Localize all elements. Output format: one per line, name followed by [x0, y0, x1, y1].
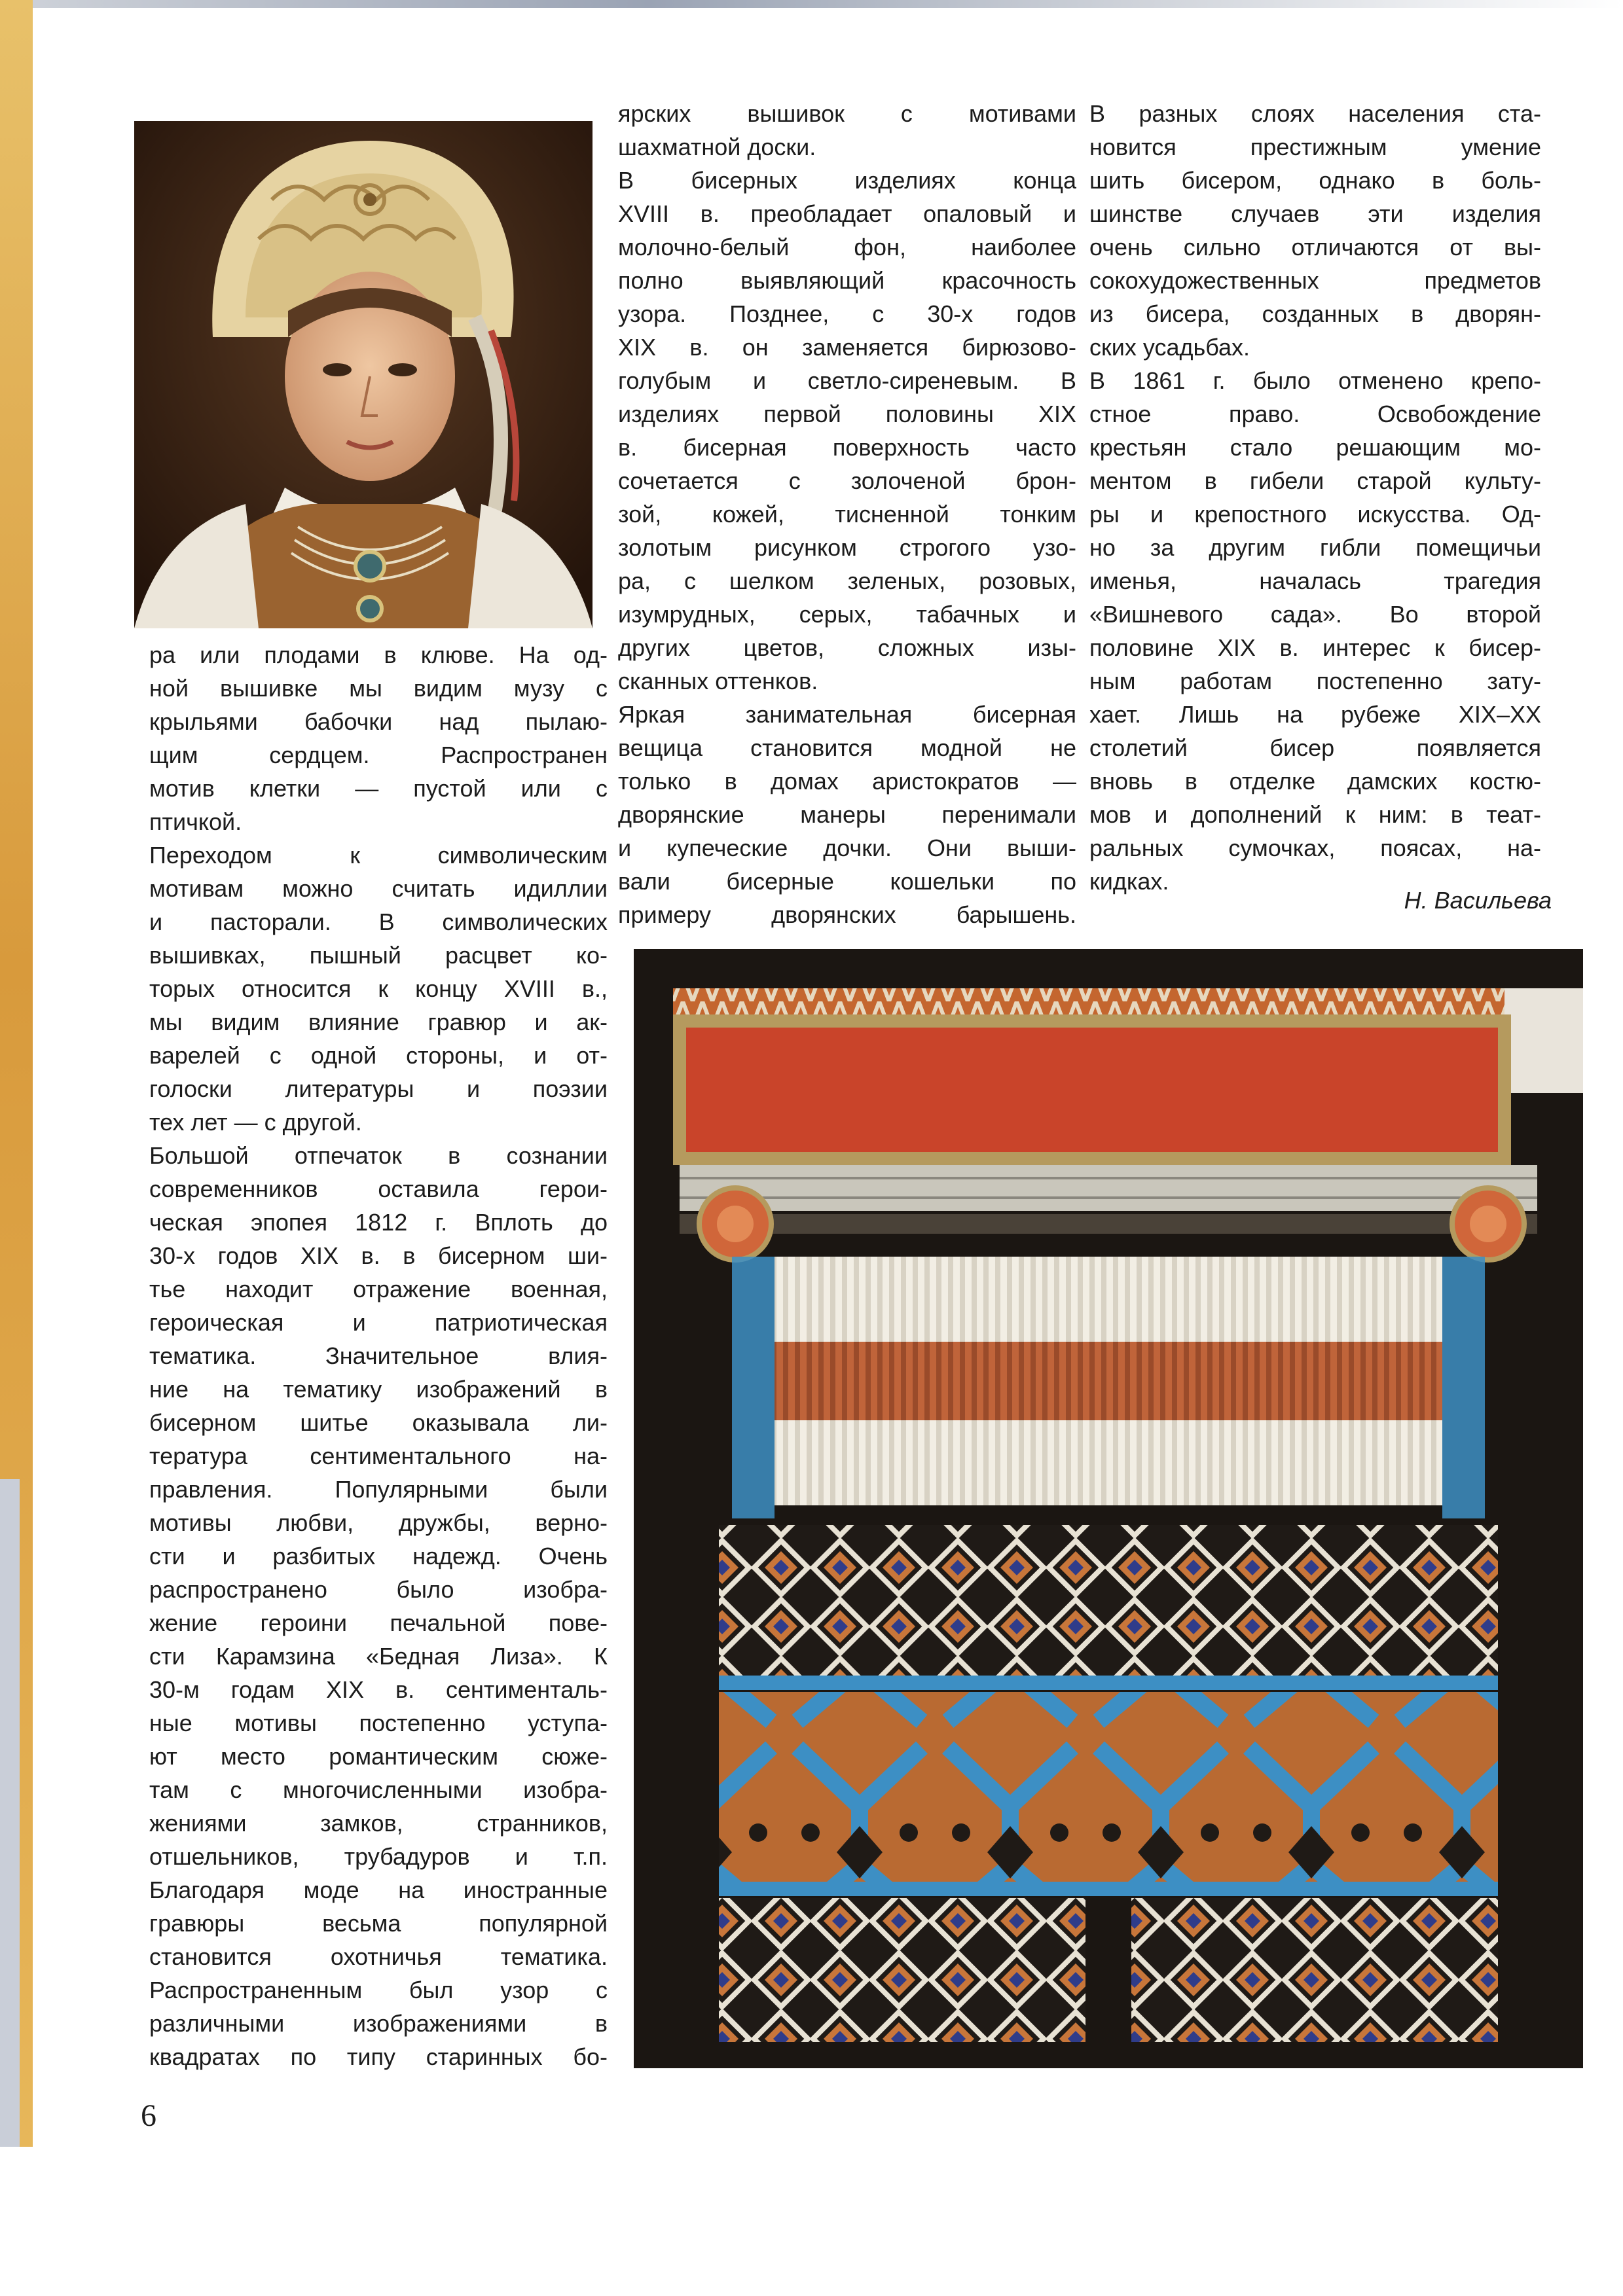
author-signature: Н. Васильева	[1404, 887, 1552, 914]
beadwork-illustration	[634, 949, 1583, 2068]
text-line: но за другим гибли помещичьи	[1089, 534, 1541, 561]
text-line: шахматной доски.	[618, 134, 816, 160]
text-line: гравюры весьма популярной	[149, 1910, 608, 1937]
text-line: ра, с шелком зеленых, розовых,	[618, 567, 1076, 594]
text-line: мы видим влияние гравюр и ак-	[149, 1009, 608, 1035]
text-line: золотым рисунком строгого узо-	[618, 534, 1076, 561]
text-line: распространено было изобра-	[149, 1576, 608, 1603]
text-line: ральных сумочках, поясах, на-	[1089, 834, 1541, 861]
page-top-edge	[0, 0, 1623, 8]
text-line: именья, началась трагедия	[1089, 567, 1541, 594]
text-line: вали бисерные кошельки по	[618, 868, 1076, 895]
text-line: ной вышивке мы видим музу с	[149, 675, 608, 702]
text-line: из бисера, созданных в дворян-	[1089, 300, 1541, 327]
text-line: мотивам можно считать идиллии	[149, 875, 608, 902]
text-line: половине XIX в. интерес к бисер-	[1089, 634, 1541, 661]
text-line: тех лет — с другой.	[149, 1109, 362, 1136]
text-line: В бисерных изделиях конца	[618, 167, 1076, 194]
portrait-illustration	[134, 121, 593, 628]
text-line: Большой отпечаток в сознании	[149, 1142, 608, 1169]
text-line: мов и дополнений к ним: в теат-	[1089, 801, 1541, 828]
text-line: Распространенным был узор с	[149, 1977, 608, 2003]
text-line: хает. Лишь на рубеже XIX–XX	[1089, 701, 1541, 728]
text-line: дворянские манеры перенимали	[618, 801, 1076, 828]
text-line: ра или плодами в клюве. На од-	[149, 641, 608, 668]
text-line: сканных оттенков.	[618, 668, 818, 694]
text-line: XVIII в. преобладает опаловый и	[618, 200, 1076, 227]
text-line: различными изображениями в	[149, 2010, 608, 2037]
text-line: очень сильно отличаются от вы-	[1089, 234, 1541, 260]
text-column-2	[618, 97, 1076, 931]
text-line: сти и разбитых надежд. Очень	[149, 1543, 608, 1570]
beadwork-drawing	[634, 949, 1583, 2068]
text-line: бисерном шитье оказывала ли-	[149, 1409, 608, 1436]
text-line: варелей с одной стороны, и от-	[149, 1042, 608, 1069]
text-line: щим сердцем. Распространен	[149, 742, 608, 768]
text-line: полно выявляющий красочность	[618, 267, 1076, 294]
text-line: новится престижным умение	[1089, 134, 1541, 160]
text-line: птичкой.	[149, 808, 242, 835]
text-line: изумрудных, серых, табачных и	[618, 601, 1076, 628]
text-line: Благодаря моде на иностранные	[149, 1876, 608, 1903]
text-line: вновь в отделке дамских костю-	[1089, 768, 1541, 795]
text-line: становится охотничья тематика.	[149, 1943, 608, 1970]
text-line: правления. Популярными были	[149, 1476, 608, 1503]
page-number: 6	[141, 2098, 156, 2133]
text-line: сти Карамзина «Бедная Лиза». К	[149, 1643, 608, 1670]
page-left-edge-lower	[0, 1479, 20, 2147]
text-line: шить бисером, однако в боль-	[1089, 167, 1541, 194]
text-line: жение героини печальной пове-	[149, 1609, 608, 1636]
text-line: молочно-белый фон, наиболее	[618, 234, 1076, 260]
text-line: примеру дворянских барышень.	[618, 901, 1076, 928]
text-line: ярских вышивок с мотивами	[618, 100, 1076, 127]
text-line: 30-м годам XIX в. сентименталь-	[149, 1676, 608, 1703]
text-line: мотив клетки — пустой или с	[149, 775, 608, 802]
text-line: голубым и светло-сиреневым. В	[618, 367, 1076, 394]
text-line: «Вишневого сада». Во второй	[1089, 601, 1541, 628]
text-line: жениями замков, странников,	[149, 1810, 608, 1837]
text-line: ских усадьбах.	[1089, 334, 1250, 361]
text-line: XIX в. он заменяется бирюзово-	[618, 334, 1076, 361]
text-line: квадратах по типу старинных бо-	[149, 2043, 608, 2070]
text-line: торых относится к концу XVIII в.,	[149, 975, 608, 1002]
text-line: изделиях первой половины XIX	[618, 401, 1076, 427]
text-line: Переходом к символическим	[149, 842, 608, 869]
text-line: ческая эпопея 1812 г. Вплоть до	[149, 1209, 608, 1236]
text-line: тье находит отражение военная,	[149, 1276, 608, 1302]
text-line: ют место романтическим сюже-	[149, 1743, 608, 1770]
text-line: отшельников, трубадуров и т.п.	[149, 1843, 608, 1870]
text-line: зой, кожей, тисненной тонким	[618, 501, 1076, 528]
text-line: современников оставила герои-	[149, 1175, 608, 1202]
text-line: вышивках, пышный расцвет ко-	[149, 942, 608, 969]
text-line: там с многочисленными изобра-	[149, 1776, 608, 1803]
text-column-3	[1089, 97, 1541, 898]
text-line: других цветов, сложных изы-	[618, 634, 1076, 661]
text-line: тематика. Значительное влия-	[149, 1342, 608, 1369]
text-line: В 1861 г. было отменено крепо-	[1089, 367, 1541, 394]
text-line: крестьян стало решающим мо-	[1089, 434, 1541, 461]
text-line: героическая и патриотическая	[149, 1309, 608, 1336]
text-line: ные мотивы постепенно уступа-	[149, 1710, 608, 1736]
text-line: в. бисерная поверхность часто	[618, 434, 1076, 461]
text-line: сочетается с золоченой брон-	[618, 467, 1076, 494]
text-line: 30-х годов XIX в. в бисерном ши-	[149, 1242, 608, 1269]
text-line: В разных слоях населения ста-	[1089, 100, 1541, 127]
text-line: столетий бисер появляется	[1089, 734, 1541, 761]
text-line: мотивы любви, дружбы, верно-	[149, 1509, 608, 1536]
text-line: тература сентиментального на-	[149, 1443, 608, 1469]
text-line: ным работам постепенно зату-	[1089, 668, 1541, 694]
text-line: только в домах аристократов —	[618, 768, 1076, 795]
text-line: и пасторали. В символических	[149, 908, 608, 935]
text-line: крыльями бабочки над пылаю-	[149, 708, 608, 735]
text-line: голоски литературы и поэзии	[149, 1075, 608, 1102]
text-line: стное право. Освобождение	[1089, 401, 1541, 427]
portrait-drawing	[134, 121, 593, 628]
text-line: ние на тематику изображений в	[149, 1376, 608, 1403]
text-line: кидках.	[1089, 868, 1169, 895]
text-column-1	[149, 638, 608, 2073]
text-line: вещица становится модной не	[618, 734, 1076, 761]
text-line: шинстве случаев эти изделия	[1089, 200, 1541, 227]
text-line: ры и крепостного искусства. Од-	[1089, 501, 1541, 528]
text-line: и купеческие дочки. Они выши-	[618, 834, 1076, 861]
text-line: сокохудожественных предметов	[1089, 267, 1541, 294]
text-line: ментом в гибели старой культу-	[1089, 467, 1541, 494]
text-line: узора. Позднее, с 30-х годов	[618, 300, 1076, 327]
text-line: Яркая занимательная бисерная	[618, 701, 1076, 728]
